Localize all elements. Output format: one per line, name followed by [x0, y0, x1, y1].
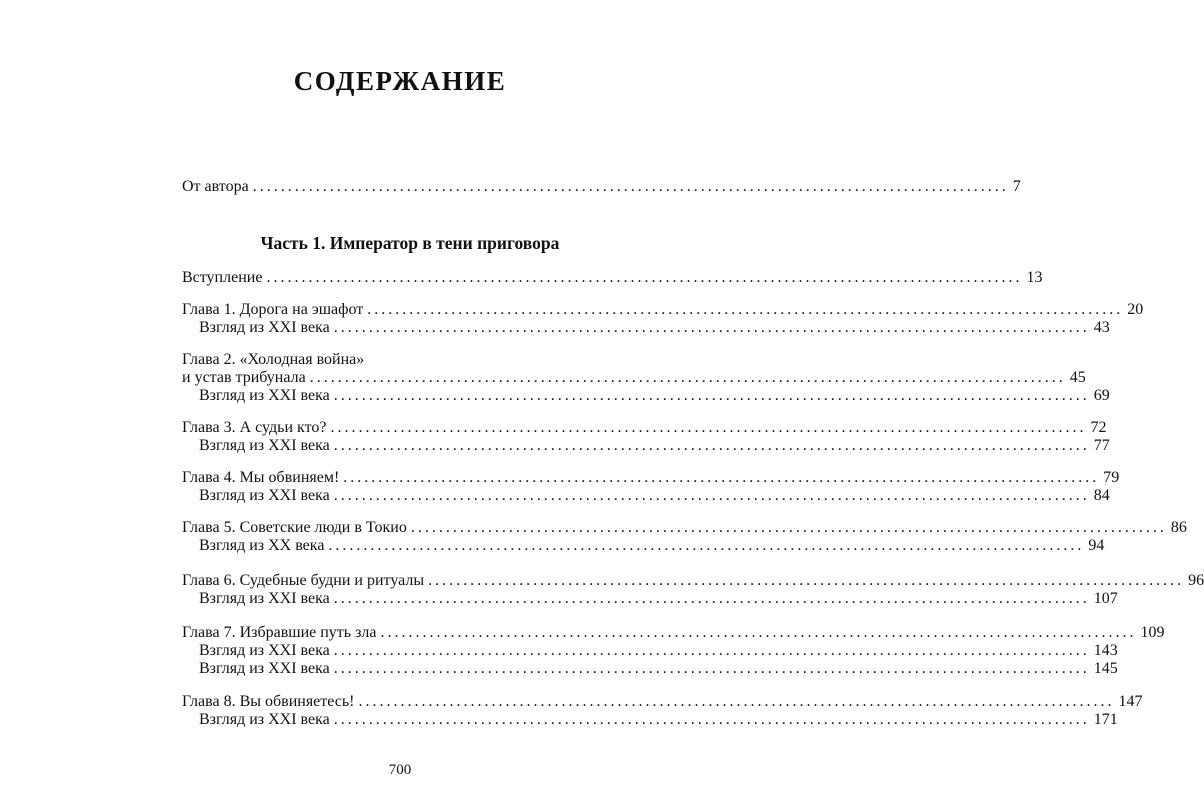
toc-entry [182, 623, 1165, 643]
toc-entry-page: 79 [1103, 469, 1120, 486]
toc-entry-page: 7 [1012, 178, 1021, 195]
toc-entry-page: 171 [1093, 711, 1118, 728]
leader-dots: ............................................................................................................ [333, 711, 1090, 728]
toc-entry-title: Глава 4. Мы обвиняем! [182, 469, 340, 486]
toc-subentry [199, 659, 1118, 679]
leader-dots: ............................................................................................................ [328, 537, 1085, 554]
toc-entry [182, 268, 1043, 288]
toc-subentry [199, 486, 1110, 506]
leader-dots: ............................................................................................................ [333, 319, 1090, 336]
toc-entry-page: 86 [1170, 519, 1187, 536]
toc-entry-page: 77 [1093, 437, 1110, 454]
toc-entry-title: Взгляд из XXI века [199, 437, 330, 454]
toc-entry-page: 147 [1118, 693, 1143, 710]
toc-entry [182, 418, 1107, 438]
toc-subentry [199, 536, 1105, 556]
toc-entry-title: Взгляд из XXI века [199, 642, 330, 659]
toc-entry-title: Взгляд из XXI века [199, 387, 330, 404]
toc-subentry [199, 589, 1118, 609]
toc-subentry [199, 710, 1118, 730]
toc-subentry [199, 386, 1110, 406]
toc-entry-title: От автора [182, 178, 249, 195]
toc-entry-page: 72 [1090, 419, 1107, 436]
toc-entry-title: Взгляд из XXI века [199, 590, 330, 607]
leader-dots: ............................................................................................................ [333, 437, 1090, 454]
toc-entry [182, 518, 1187, 538]
toc-entry-author [182, 177, 1021, 197]
page-number: 700 [388, 762, 412, 778]
leader-dots: ............................................................................................................ [333, 660, 1090, 677]
toc-entry [182, 368, 1086, 388]
toc-entry-page: 96 [1188, 572, 1204, 589]
toc-entry [182, 300, 1144, 320]
leader-dots: ............................................................................................................ [333, 387, 1090, 404]
toc-entry-page: 107 [1093, 590, 1118, 607]
leader-dots: ............................................................................................................ [266, 269, 1023, 286]
toc-entry [182, 692, 1143, 712]
leader-dots: ............................................................................................................ [333, 590, 1090, 607]
leader-dots: ............................................................................................................ [330, 419, 1087, 436]
toc-entry-title: Глава 6. Судебные будни и ритуалы [182, 572, 425, 589]
leader-dots: ............................................................................................................ [380, 624, 1137, 641]
toc-entry-page: 69 [1093, 387, 1110, 404]
toc-entry-title: Глава 3. А судьи кто? [182, 419, 327, 436]
toc-entry [182, 571, 1204, 591]
toc-entry-page: 45 [1069, 369, 1086, 386]
toc-entry-title: Глава 1. Дорога на эшафот [182, 301, 364, 318]
leader-dots: ............................................................................................................ [428, 572, 1185, 589]
toc-entry-page: 13 [1026, 269, 1043, 286]
toc-subentry [199, 436, 1110, 456]
toc-entry-page: 145 [1093, 660, 1118, 677]
toc-entry-page: 84 [1093, 487, 1110, 504]
leader-dots: ............................................................................................................ [410, 519, 1167, 536]
toc-entry-title: Вступление [182, 269, 263, 286]
leader-dots: ............................................................................................................ [252, 178, 1009, 195]
part-heading: Часть 1. Император в тени приговора [260, 233, 560, 253]
contents-heading: СОДЕРЖАНИЕ [293, 66, 507, 96]
toc-entry-title: Глава 7. Избравшие путь зла [182, 624, 377, 641]
toc-entry-title: и устав трибунала [182, 369, 306, 386]
toc-entry-title: Взгляд из XXI века [199, 711, 330, 728]
toc-subentry [199, 318, 1110, 338]
leader-dots: ............................................................................................................ [309, 369, 1066, 386]
leader-dots: ............................................................................................................ [333, 642, 1090, 659]
toc-entry-title: Взгляд из XXI века [199, 319, 330, 336]
toc-subentry [199, 641, 1118, 661]
toc-entry-page: 20 [1127, 301, 1144, 318]
toc-entry [182, 468, 1120, 488]
toc-entry-page: 143 [1093, 642, 1118, 659]
toc-entry-title: Глава 8. Вы обвиняетесь! [182, 693, 355, 710]
toc-entry-title-line: Глава 2. «Холодная война» [182, 351, 365, 368]
toc-entry-page: 109 [1140, 624, 1165, 641]
toc-entry-title: Взгляд из XXI века [199, 487, 330, 504]
leader-dots: ............................................................................................................ [343, 469, 1100, 486]
leader-dots: ............................................................................................................ [358, 693, 1115, 710]
toc-entry-title: Взгляд из XX века [199, 537, 325, 554]
leader-dots: ............................................................................................................ [333, 487, 1090, 504]
toc-entry-title: Взгляд из XXI века [199, 660, 330, 677]
leader-dots: ............................................................................................................ [367, 301, 1124, 318]
toc-entry-page: 94 [1088, 537, 1105, 554]
toc-entry-title: Глава 5. Советские люди в Токио [182, 519, 407, 536]
toc-entry-page: 43 [1093, 319, 1110, 336]
